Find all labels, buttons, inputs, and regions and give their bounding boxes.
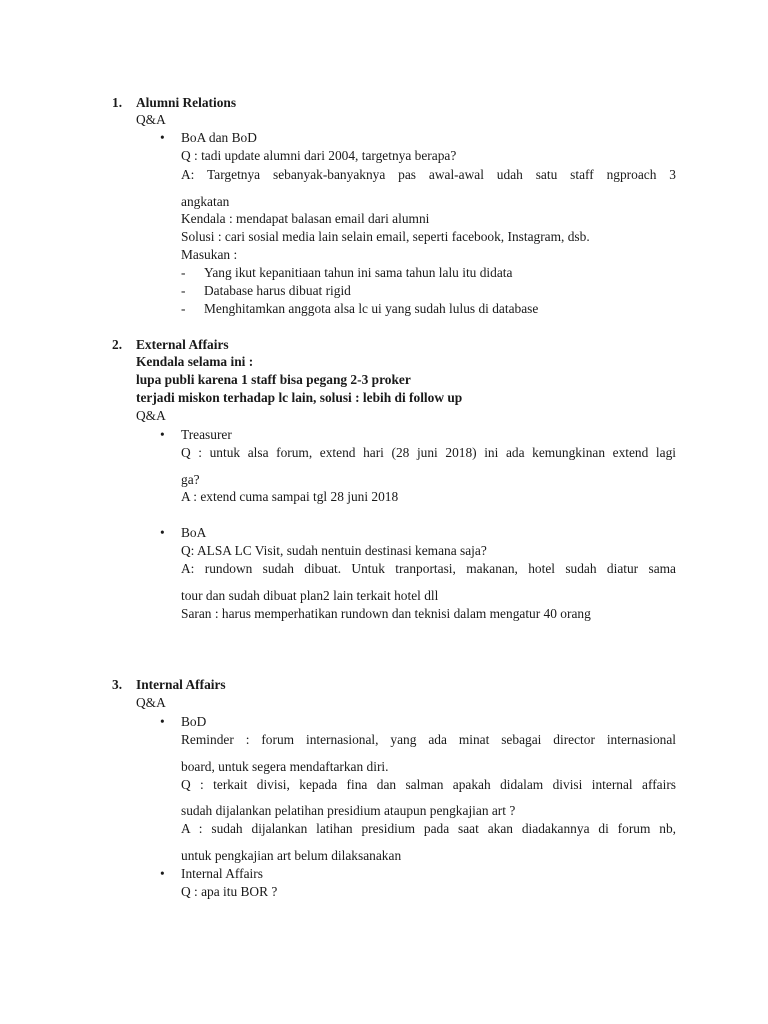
bullet-icon: • [160,866,165,881]
text-line: A : sudah dijalankan latihan presidium pada saat akan diadakannya di forum nb, [181,821,676,836]
dash-marker: - [181,265,186,280]
bullet-icon: • [160,427,165,442]
text-line: A: Targetnya sebanyak-banyaknya pas awal-awal udah satu staff ngproach 3 [181,167,676,182]
section-title-external-affairs: External Affairs [136,337,229,352]
text-line: A: rundown sudah dibuat. Untuk tranportasi, makanan, hotel sudah diatur sama [181,561,676,576]
text-line: Q : apa itu BOR ? [181,884,278,899]
section-number: 2. [112,337,123,352]
text-line: Q : terkait divisi, kepada fina dan salman apakah didalam divisi internal affairs [181,777,676,792]
bullet-icon: • [160,525,165,540]
bold-line: Kendala selama ini : [136,354,254,369]
dash-marker: - [181,301,186,316]
bullet-icon: • [160,714,165,729]
text-line: Q: ALSA LC Visit, sudah nentuin destinasi kemana saja? [181,543,487,558]
dash-item: Menghitamkan anggota alsa lc ui yang sudah lulus di database [204,301,539,316]
text-line: A : extend cuma sampai tgl 28 juni 2018 [181,489,399,504]
section-title-alumni-relations: Alumni Relations [136,95,237,110]
text-line: angkatan [181,194,230,209]
text-line: ga? [181,472,200,487]
text-line: Saran : harus memperhatikan rundown dan teknisi dalam mengatur 40 orang [181,606,591,621]
bullet-icon: • [160,130,165,145]
bullet-label: BoD [181,714,207,729]
text-line: tour dan sudah dibuat plan2 lain terkait hotel dll [181,588,439,603]
qa-label: Q&A [136,695,166,710]
text-line: Q : tadi update alumni dari 2004, targetnya berapa? [181,148,457,163]
bold-line: lupa publi karena 1 staff bisa pegang 2-3 proker [136,372,411,387]
text-line: Q : untuk alsa forum, extend hari (28 juni 2018) ini ada kemungkinan extend lagi [181,445,676,460]
section-title-internal-affairs: Internal Affairs [136,677,226,692]
bullet-label: Treasurer [181,427,232,442]
section-number: 1. [112,95,123,110]
bold-line: terjadi miskon terhadap lc lain, solusi : lebih di follow up [136,390,463,405]
dash-item: Database harus dibuat rigid [204,283,351,298]
qa-label: Q&A [136,408,166,423]
dash-item: Yang ikut kepanitiaan tahun ini sama tahun lalu itu didata [204,265,513,280]
text-line: Masukan : [181,247,238,262]
text-line: untuk pengkajian art belum dilaksanakan [181,848,402,863]
section-number: 3. [112,677,123,692]
text-line: Reminder : forum internasional, yang ada minat sebagai director internasional [181,732,676,747]
dash-marker: - [181,283,186,298]
text-line: Solusi : cari sosial media lain selain email, seperti facebook, Instagram, dsb. [181,229,590,244]
text-line: sudah dijalankan pelatihan presidium ataupun pengkajian art ? [181,803,516,818]
bullet-label: BoA dan BoD [181,130,257,145]
text-line: Kendala : mendapat balasan email dari alumni [181,211,430,226]
bullet-label: Internal Affairs [181,866,263,881]
text-line: board, untuk segera mendaftarkan diri. [181,759,389,774]
bullet-label: BoA [181,525,207,540]
qa-label: Q&A [136,112,166,127]
